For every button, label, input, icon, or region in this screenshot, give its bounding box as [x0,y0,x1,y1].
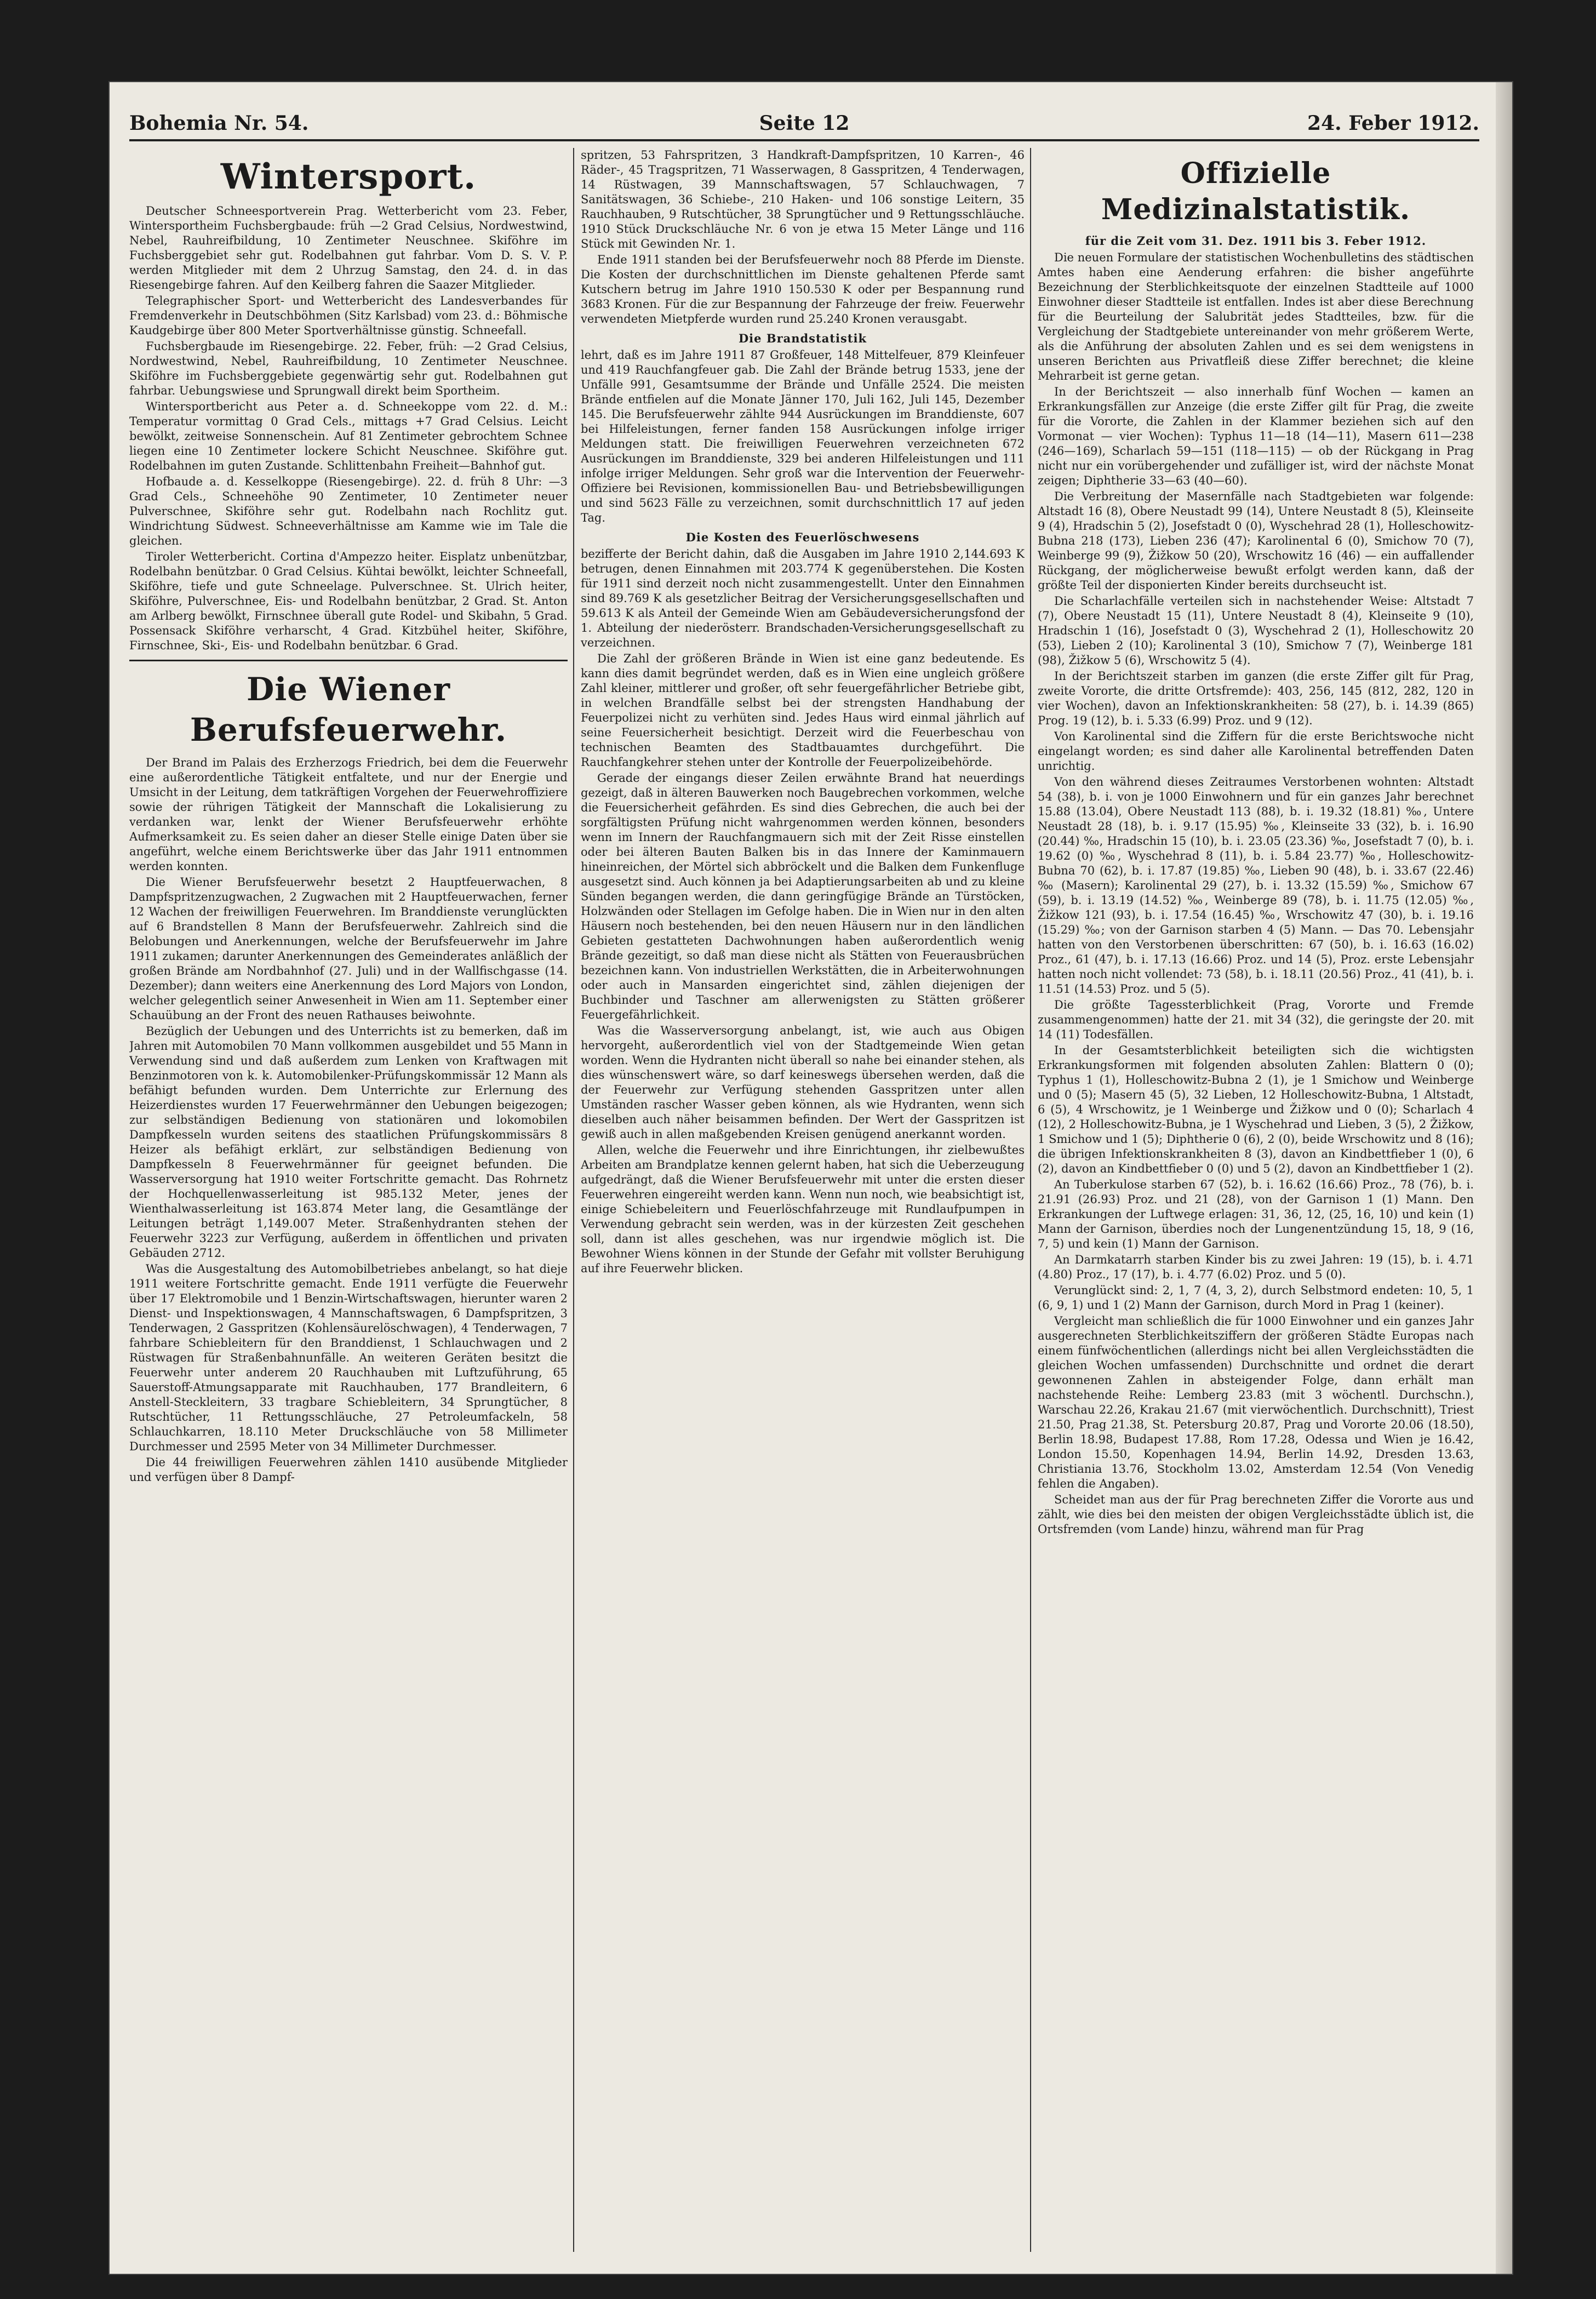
article-paragraph: spritzen, 53 Fahrspritzen, 3 Handkraft-Dampfspritzen, 10 Karren-, 46 Räder-, 45 Tragspritzen, 71 Wasserwagen, 8 Gasspritzen, 4 Tenderwagen, 14 Rüstwagen, 39 Mannschaftswagen, 57 Schlauchwagen, 7 Sanitätswagen, 36 Schiebe-, 210 Haken- und 106 sonstige Leitern, 35 Rauchhauben, 9 Rutschtücher, 38 Sprungtücher und 9 Rettungsschläuche. 1910 Stück Druckschläuche Nr. 6 von je etwa 15 Meter Länge und 116 Stück mit Gewinden Nr. 1. [581,148,1025,250]
article-paragraph: Ende 1911 standen bei der Berufsfeuerwehr noch 88 Pferde im Dienste. Die Kosten der durchschnittlichen im Dienste gehaltenen Pferde samt Kutschern betrug im Jahre 1910 150.530 K oder per Bespannung rund 3683 Kronen. Für die zur Bespannung der Fahrzeuge der freiw. Feuerwehr verwendeten Mietpferde wurden rund 25.240 Kronen verausgabt. [581,253,1025,325]
page-fold-shadow [1496,82,1512,2274]
article-paragraph: Gerade der eingangs dieser Zeilen erwähnte Brand hat neuerdings gezeigt, daß in älteren Bauwerken noch Baugebrechen vorkommen, welche die Feuersicherheit gefährden. Es sind dies Gebrechen, die auch bei der sorgfältigsten Prüfung nicht wahrgenommen werden können, besonders wenn im Innern der Rauchfangmauern sich mit der Zeit Risse einstellen oder bei älteren Bauten Balken bis in das Innere der Kaminmauern hineinreichen, der Mörtel sich abbröckelt und die Balken dem Funkenfluge ausgesetzt sind. Auch können ja bei Adaptierungsarbeiten ab und zu kleine Sünden begangen werden, die dann geringfügige Brände an Türstöcken, Holzwänden oder Stellagen im Gefolge haben. Die in Wien nur in den alten Häusern noch bestehenden, bei den neuen Häusern nur in den ländlichen Gebieten gestatteten Dachwohnungen haben außerordentlich wenig Brände gezeitigt, so daß man diese nicht als Stätten von Feuerausbrüchen bezeichnen kann. Von industriellen Werkstätten, die in Arbeiterwohnungen oder auch in Mansarden eingerichtet sind, zählen diejenigen der Buchbinder und Taschner am allerwenigsten zu Stätten größerer Feuergefährlichkeit. [581,771,1025,1021]
article-paragraph: Die Wiener Berufsfeuerwehr besetzt 2 Hauptfeuerwachen, 8 Dampfspritzenzugwachen, 2 Zugwachen mit 2 Hauptfeuerwachen, ferner 12 Wachen der freiwilligen Feuerwehren. Im Branddienste verunglückten auf 6 Brandstellen 8 Mann der Berufsfeuerwehr. Zahlreich sind die Belobungen und Anerkennungen, welche der Berufsfeuerwehr im Jahre 1911 zukamen; darunter Anerkennungen des Gemeinderates anläßlich der großen Brände am Nordbahnhof (27. Juli) und in der Wallfischgasse (14. Dezember); dann weiters eine Anerkennung des Lord Majors von London, welcher gelegentlich seiner Anwesenheit in Wien am 11. September einer Schauübung an der Front des neuen Rathauses beiwohnte. [129,876,568,1022]
article-paragraph: Telegraphischer Sport- und Wetterbericht des Landesverbandes für Fremdenverkehr in Deutschböhmen (Sitz Karlsbad) vom 23. d.: Böhmische Kaudgebirge über 800 Meter Sportverhältnisse günstig. Schneefall. [129,294,568,337]
article-paragraph: Was die Ausgestaltung des Automobilbetriebes anbelangt, so hat dieje 1911 weitere Fortschritte gemacht. Ende 1911 verfügte die Feuerwehr über 17 Elektromobile und 1 Benzin-Wirtschaftswagen, hierunter waren 2 Dienst- und Inspektionswagen, 4 Mannschaftswagen, 6 Dampfspritzen, 3 Tenderwagen, 2 Gasspritzen (Kohlensäurelöschwagen), 4 Tenderwagen, 7 fahrbare Schiebleitern für den Branddienst, 1 Schlauchwagen und 2 Rüstwagen für Straßenbahnunfälle. An weiteren Geräten besitzt die Feuerwehr unter anderem 20 Rauchhauben mit Luftzuführung, 65 Sauerstoff-Atmungsapparate mit Rauchhauben, 177 Brandleitern, 6 Anstell-Steckleitern, 33 tragbare Schiebleitern, 34 Sprungtücher, 8 Rutschtücher, 11 Rettungsschläuche, 27 Petroleumfackeln, 58 Schlauchkarren, 18.110 Meter Druckschläuche von 58 Millimeter Durchmesser und 2595 Meter von 34 Millimeter Durchmesser. [129,1262,568,1453]
article-paragraph: An Tuberkulose starben 67 (52), b. i. 16.62 (16.66) Proz., 78 (76), b. i. 21.91 (26.93) Proz. und 21 (28), von der Garnison 1 (1) Mann. Den Erkrankungen der Luftwege erlagen: 31, 36, 12, (25, 16, 10) und kein (1) Mann der Garnison, überdies noch der Lungenentzündung 15, 18, 9 (16, 7, 5) und kein (1) Mann der Garnison. [1038,1178,1474,1250]
article-paragraph: lehrt, daß es im Jahre 1911 87 Großfeuer, 148 Mittelfeuer, 879 Kleinfeuer und 419 Rauchfangfeuer gab. Die Zahl der Brände betrug 1533, jene der Unfälle 991, Gesamtsumme der Brände und Unfälle 2524. Die meisten Brände entfielen auf die Monate Jänner 170, Juli 162, Juli 145, Dezember 145. Die Berufsfeuerwehr zählte 944 Ausrückungen im Branddienste, 607 bei Hilfeleistungen, ferner fanden 158 Ausrückungen infolge irriger Meldungen statt. Die freiwilligen Feuerwehren verzeichneten 672 Ausrückungen im Branddienste, 329 bei anderen Hilfeleistungen und 111 infolge irriger Meldungen. Sehr groß war die Intervention der Feuerwehr-Offiziere bei Revisionen, kommissionellen Bau- und Betriebsbewilligungen und sind 5623 Fälle zu verzeichnen, somit durchschnittlich 17 auf jeden Tag. [581,348,1025,524]
article-paragraph: Scheidet man aus der für Prag berechneten Ziffer die Vororte aus und zählt, wie dies bei den meisten der obigen Vergleichsstädte üblich ist, die Ortsfremden (vom Lande) hinzu, während man für Prag [1038,1493,1474,1536]
article-paragraph: In der Berichtszeit — also innerhalb fünf Wochen — kamen an Erkrankungsfällen zur Anzeige (die erste Ziffer gilt für Prag, die zweite für die Vororte, die Zahlen in der Klammer beziehen sich auf den Vormonat — vier Wochen): Typhus 11—18 (14—11), Masern 611—238 (246—169), Scharlach 59—151 (118—115) — ob der Rückgang in Prag nicht nur ein vorübergehender und zufälliger ist, wird der nächste Monat zeigen; Diphtherie 33—63 (40—60). [1038,385,1474,487]
fire-department-headline: Die Wiener Berufsfeuerwehr. [190,671,507,748]
article-paragraph: In der Berichtszeit starben im ganzen (die erste Ziffer gilt für Prag, zweite Vororte, die dritte Ortsfremde): 403, 256, 145 (812, 282, 120 in vier Wochen), davon an Infektionskrankheiten: 58 (27), b. i. 14.39 (865) Prog. 19 (12), b. i. 5.33 (6.99) Proz. und 9 (12). [1038,670,1474,727]
subheading-fire-statistics: Die Brandstatistik [738,331,867,345]
page-header [129,104,1479,141]
article-paragraph: Die neuen Formulare der statistischen Wochenbulletins des städtischen Amtes haben eine Aenderung erfahren: die bisher angeführte Bezeichnung der Sterblichkeitsquote der einzelnen Stadtteile auf 1000 Einwohner dieser Stadtteile ist entfallen. Indes ist aber diese Berechnung für die Beurteilung der Salubrität jedes Stadtteiles, bzw. für die Vergleichung der Stadtgebiete untereinander von mehr größerem Werte, als die Anführung der absoluten Zahlen und es sei dem wenigstens in unseren Berichten aus Privatfleiß diese Ziffer berechnet; die kleine Mehrarbeit ist gerne getan. [1038,251,1474,382]
column-rule [1030,148,1031,2252]
article-paragraph: bezifferte der Bericht dahin, daß die Ausgaben im Jahre 1910 2,144.693 K betrugen, denen Einnahmen mit 203.774 K gegenüberstehen. Die Kosten für 1911 sind derzeit noch nicht zusammengestellt. Unter den Einnahmen sind 89.769 K als gesetzlicher Beitrag der Versicherungsgesellschaften und 59.613 K als Anteil der Gemeinde Wien am Gebäudeversicherungsfond der 1. Abteilung der niederösterr. Brandschaden-Versicherungsgesellschaft zu verzeichnen. [581,547,1025,649]
article-paragraph: Die größte Tagessterblichkeit (Prag, Vororte und Fremde zusammengenommen) hatte der 21. mit 34 (32), die geringste der 20. mit 14 (11) Todesfällen. [1038,998,1474,1041]
article-paragraph: Wintersportbericht aus Peter a. d. Schneekoppe vom 22. d. M.: Temperatur vormittag 0 Grad Cels., mittags +7 Grad Celsius. Leicht bewölkt, zeitweise Sonnenschein. Auf 81 Zentimeter gebrochtem Schnee liegen eine 10 Zentimeter lockere Schicht Neuschnee. Skiföhre gut. Rodelbahnen im guten Zustande. Schlittenbahn Freiheit—Bahnhof gut. [129,400,568,472]
wintersport-headline: Wintersport. [220,156,477,197]
article-paragraph: Fuchsbergbaude im Riesengebirge. 22. Feber, früh: —2 Grad Celsius, Nordwestwind, Nebel, Rauhreifbildung, 10 Zentimeter Neuschnee. Skiföhre im Fuchsberggebiete gegenwärtig sehr gut. Rodelbahnen gut fahrbar. Uebungswiese und Sprungwall direkt beim Sportheim. [129,340,568,397]
article-paragraph: Deutscher Schneesportverein Prag. Wetterbericht vom 23. Feber, Wintersportheim Fuchsbergbaude: früh —2 Grad Celsius, Nordwestwind, Nebel, Rauhreifbildung, 10 Zentimeter Neuschnee. Skiföhre im Fuchsberggebiet sehr gut. Rodelbahnen gut fahrbar. Vom D. S. V. P. werden Mitglieder mit dem 2 Uhrzug Samstag, den 24. d. in das Riesengebirge fahren. Auf den Keilberg fahren die Saazer Mitglieder. [129,204,568,291]
section-divider [129,660,568,661]
article-paragraph: Der Brand im Palais des Erzherzogs Friedrich, bei dem die Feuerwehr eine außerordentliche Tätigkeit entfaltete, und nur der Energie und Umsicht in der Leitung, dem tatkräftigen Vorgehen der Feuerwehroffiziere sowie der rührigen Tätigkeit der Mannschaft die Lokalisierung zu verdanken war, lenkt der Wiener Berufsfeuerwehr erhöhte Aufmerksamkeit zu. Es seien daher an dieser Stelle einige Daten über sie angeführt, welche einem Berichtswerke über das Jahr 1911 entnommen werden konnten. [129,756,568,873]
newspaper-page [110,82,1512,2274]
article-paragraph: Vergleicht man schließlich die für 1000 Einwohner und ein ganzes Jahr ausgerechneten Sterblichkeitsziffern der größeren Städte Europas nach einem fünfwöchentlichen (allerdings nicht bei allen Vergleichsstädten die gleichen Wochen umfassenden) Durchschnitte und ordnet die derart gewonnenen Zahlen in absteigender Folge, dann erhält man nachstehende Reihe: Lemberg 23.83 (mit 3 wöchentl. Durchschn.), Warschau 22.26, Krakau 21.67 (mit vierwöchentlich. Durchschnitt), Triest 21.50, Prag 21.38, St. Petersburg 20.87, Prag und Vororte 20.06 (18.50), Berlin 18.98, Budapest 17.88, Rom 17.28, Odessa und Wien je 16.42, London 15.50, Kopenhagen 14.94, Berlin 14.92, Dresden 13.63, Christiania 13.76, Stockholm 13.02, Amsterdam 12.54 (Von Venedig fehlen die Angaben). [1038,1314,1474,1490]
column-rule [573,148,574,2252]
medical-statistics-period: für die Zeit vom 31. Dez. 1911 bis 3. Feber 1912. [1085,234,1427,248]
column-middle [581,148,1025,2252]
article-paragraph: Allen, welche die Feuerwehr und ihre Einrichtungen, ihr zielbewußtes Arbeiten am Brandplatze kennen gelernt haben, hat sich die Ueberzeugung aufgedrängt, daß die Wiener Berufsfeuerwehr mit unter die ersten dieser Feuerwehren eingereiht werden kann. Wenn nun noch, wie beabsichtigt ist, einige Schiebeleitern und Feuerlöschfahrzeuge mit Rundlaufpumpen in Verwendung gebracht sein werden, was in der kürzesten Zeit geschehen soll, dann ist alles geschehen, was nur irgendwie möglich ist. Die Bewohner Wiens können in der Stunde der Gefahr mit vollster Beruhigung auf ihre Feuerwehr blicken. [581,1143,1025,1275]
article-paragraph: An Darmkatarrh starben Kinder bis zu zwei Jahren: 19 (15), b. i. 4.71 (4.80) Proz., 17 (17), b. i. 4.77 (6.02) Proz. und 5 (0). [1038,1253,1474,1281]
article-paragraph: Was die Wasserversorgung anbelangt, ist, wie auch aus Obigen hervorgeht, außerordentlich viel von der Stadtgemeinde Wien getan worden. Wenn die Hydranten nicht überall so nahe bei einander stehen, als dies wünschenswert wäre, so darf keineswegs übersehen werden, daß die der Feuerwehr zur Verfügung stehenden Gasspritzen unter allen Umständen rascher Wasser geben können, als wie Hydranten, wenn sich dieselben auch näher beisammen befinden. Der Wert der Gasspritzen ist gewiß auch in allen maßgebenden Kreisen genügend anerkannt worden. [581,1024,1025,1141]
article-paragraph: In der Gesamtsterblichkeit beteiligten sich die wichtigsten Erkrankungsformen mit folgenden absoluten Zahlen: Blattern 0 (0); Typhus 1 (1), Holleschowitz-Bubna 2 (1), je 1 Smichow und Weinberge und 0 (5); Masern 45 (5), 32 Lieben, 12 Holleschowitz-Bubna, 1 Altstadt, 6 (5), 4 Wrschowitz, je 1 Weinberge und Žižkow und 0 (0); Scharlach 4 (12), 2 Holleschowitz-Bubna, je 1 Wyschehrad und Lieben, 3 (5), 2 Žižkow, 1 Smichow und 1 (5); Diphtherie 0 (6), 2 (0), beide Wrschowitz und 8 (16); die übrigen Infektionskrankheiten 8 (3), davon an Kindbettfieber 1 (0), 6 (2), davon an Kindbettfieber 0 (0) und 5 (2), davon an Kindbettfieber 1 (2). [1038,1044,1474,1175]
article-paragraph: Die Verbreitung der Masernfälle nach Stadtgebieten war folgende: Altstadt 16 (8), Obere Neustadt 99 (14), Untere Neustadt 8 (5), Kleinseite 9 (4), Hradschin 5 (2), Josefstadt 0 (0), Wyschehrad 28 (1), Holleschowitz-Bubna 218 (173), Lieben 236 (47); Karolinental 6 (0), Smichow 70 (7), Weinberge 99 (9), Žižkow 50 (20), Wrschowitz 16 (46) — ein auffallender Rückgang, der möglicherweise bewußt erfolgt werden kann, daß der größte Teil der disponierten Kinder bereits durchseucht ist. [1038,490,1474,592]
article-paragraph: Hofbaude a. d. Kesselkoppe (Riesengebirge). 22. d. früh 8 Uhr: —3 Grad Cels., Schneehöhe 90 Zentimeter, 10 Zentimeter neuer Pulverschnee, Skiföhre sehr gut. Rodelbahn nach Rochlitz gut. Windrichtung Südwest. Schneeverhältnisse am Kamme wie im Tale die gleichen. [129,475,568,547]
medical-statistics-headline: Offizielle Medizinalstatistik. [1101,157,1411,226]
article-paragraph: Die Scharlachfälle verteilen sich in nachstehender Weise: Altstadt 7 (7), Obere Neustadt 15 (11), Untere Neustadt 8 (4), Kleinseite 9 (10), Hradschin 1 (16), Josefstadt 0 (3), Wyschehrad 2 (1), Holleschowitz 20 (53), Lieben 2 (10); Karolinental 3 (10), Smichow 7 (7), Weinberge 181 (98), Žižkow 5 (6), Wrschowitz 5 (4). [1038,594,1474,667]
subheading-costs: Die Kosten des Feuerlöschwesens [685,530,920,544]
article-paragraph: Von den während dieses Zeitraumes Verstorbenen wohnten: Altstadt 54 (38), b. i. von je 1000 Einwohnern und für ein ganzes Jahr berechnet 15.88 (13.04), Obere Neustadt 113 (88), b. i. 19.32 (18.81) ‰, Untere Neustadt 28 (18), b. i. 9.17 (15.95) ‰, Kleinseite 33 (32), b. i. 16.90 (20.44) ‰, Hradschin 15 (10), b. i. 23.05 (23.36) ‰, Josefstadt 7 (0), b. i. 19.62 (0) ‰, Wyschehrad 8 (11), b. i. 5.84 23.77) ‰, Holleschowitz-Bubna 70 (62), b. i. 17.87 (19.85) ‰, Lieben 90 (48), b. i. 33.67 (22.46) ‰ (Masern); Karolinental 29 (27), b. i. 13.32 (15.59) ‰, Smichow 67 (59), b. i. 13.19 (14.52) ‰, Weinberge 89 (78), b. i. 11.75 (12.05) ‰, Žižkow 121 (93), b. i. 17.54 (16.45) ‰, Wrschowitz 47 (30), b. i. 19.16 (15.29) ‰; von der Garnison starben 4 (5) Mann. — Das 70. Lebensjahr hatten von den Verstorbenen überschritten: 67 (50), b. i. 16.63 (16.02) Proz., 61 (47), b. i. 17.13 (16.66) Proz. und 14 (5), Proz. erste Lebensjahr hatten noch nicht vollendet: 73 (58), b. i. 18.11 (20.56) Proz., 41 (41), b. i. 11.51 (14.53) Proz. und 5 (5). [1038,775,1474,996]
issue-date: 24. Feber 1912. [1307,112,1479,135]
article-paragraph: Verunglückt sind: 2, 1, 7 (4, 3, 2), durch Selbstmord endeten: 10, 5, 1 (6, 9, 1) und 1 (2) Mann der Garnison, durch Mord in Prag 1 (keiner). [1038,1284,1474,1312]
article-paragraph: Die Zahl der größeren Brände in Wien ist eine ganz bedeutende. Es kann dies damit begründet werden, daß es in Wien eine ungleich größere Zahl kleiner, mittlerer und großer, oft sehr feuergefährlicher Betriebe gibt, in welchen Brandfälle selbst bei der strengsten Handhabung der Feuerpolizei nicht zu verhüten sind. Jedes Haus wird einmal jährlich auf seine Feuersicherheit besichtigt. Derzeit wird die Feuerbeschau von technischen Beamten des Stadtbauamtes durchgeführt. Die Rauchfangkehrer stehen unter der Kontrolle der Feuerpolizeibehörde. [581,652,1025,769]
article-paragraph: Die 44 freiwilligen Feuerwehren zählen 1410 ausübende Mitglieder und verfügen über 8 Dampf- [129,1456,568,1484]
article-paragraph: Von Karolinental sind die Ziffern für die erste Berichtswoche nicht eingelangt worden; es sind daher alle Karolinental betreffenden Daten unrichtig. [1038,730,1474,773]
column-left [129,148,568,2252]
article-paragraph: Bezüglich der Uebungen und des Unterrichts ist zu bemerken, daß im Jahren mit Automobilen 70 Mann vollkommen ausgebildet und 55 Mann in Verwendung sind und daß außerdem zum Lenken von Kraftwagen mit Benzinmotoren von k. k. Automobilenker-Prüfungskommissär 12 Mann als befähigt befunden wurden. Dem Unterrichte zur Erlernung des Heizerdienstes wurden 17 Feuerwehrmänner den Uebungen beigezogen; zur selbständigen Bedienung von stationären und lokomobilen Dampfkesseln wurden seitens des staatlichen Prüfungskommissärs 8 Heizer als befähigt erklärt, zur selbständigen Bedienung von Dampfkesseln 8 Feuerwehrmänner für geeignet befunden. Die Wasserversorgung hat 1910 weiter Fortschritte gemacht. Das Rohrnetz der Hochquellenwasserleitung ist 985.132 Meter, jenes der Wienthalwasserleitung ist 163.874 Meter lang, die Gesamtlänge der Leitungen beträgt 1,149.007 Meter. Straßenhydranten stehen der Feuerwehr 3223 zur Verfügung, außerdem in öffentlichen und privaten Gebäuden 2712. [129,1025,568,1260]
column-right [1038,148,1474,2252]
paper-issue: Bohemia Nr. 54. [129,112,309,135]
article-paragraph: Tiroler Wetterbericht. Cortina d'Ampezzo heiter. Eisplatz unbenützbar, Rodelbahn benützbar. 0 Grad Celsius. Kühtai bewölkt, leichter Schneefall, Skiföhre, tiefe und gute Schneelage. Pulverschnee. St. Ulrich heiter, Skiföhre, Pulverschnee, Eis- und Rodelbahn benützbar, 2 Grad. St. Anton am Arlberg bewölkt, Firnschnee überall gute Rodel- und Skibahn, 5 Grad. Possensack Skiföhre verharscht, 4 Grad. Kitzbühel heiter, Skiföhre, Firnschnee, Ski-, Eis- und Rodelbahn benützbar. 6 Grad. [129,550,568,652]
page-number: Seite 12 [759,112,850,135]
